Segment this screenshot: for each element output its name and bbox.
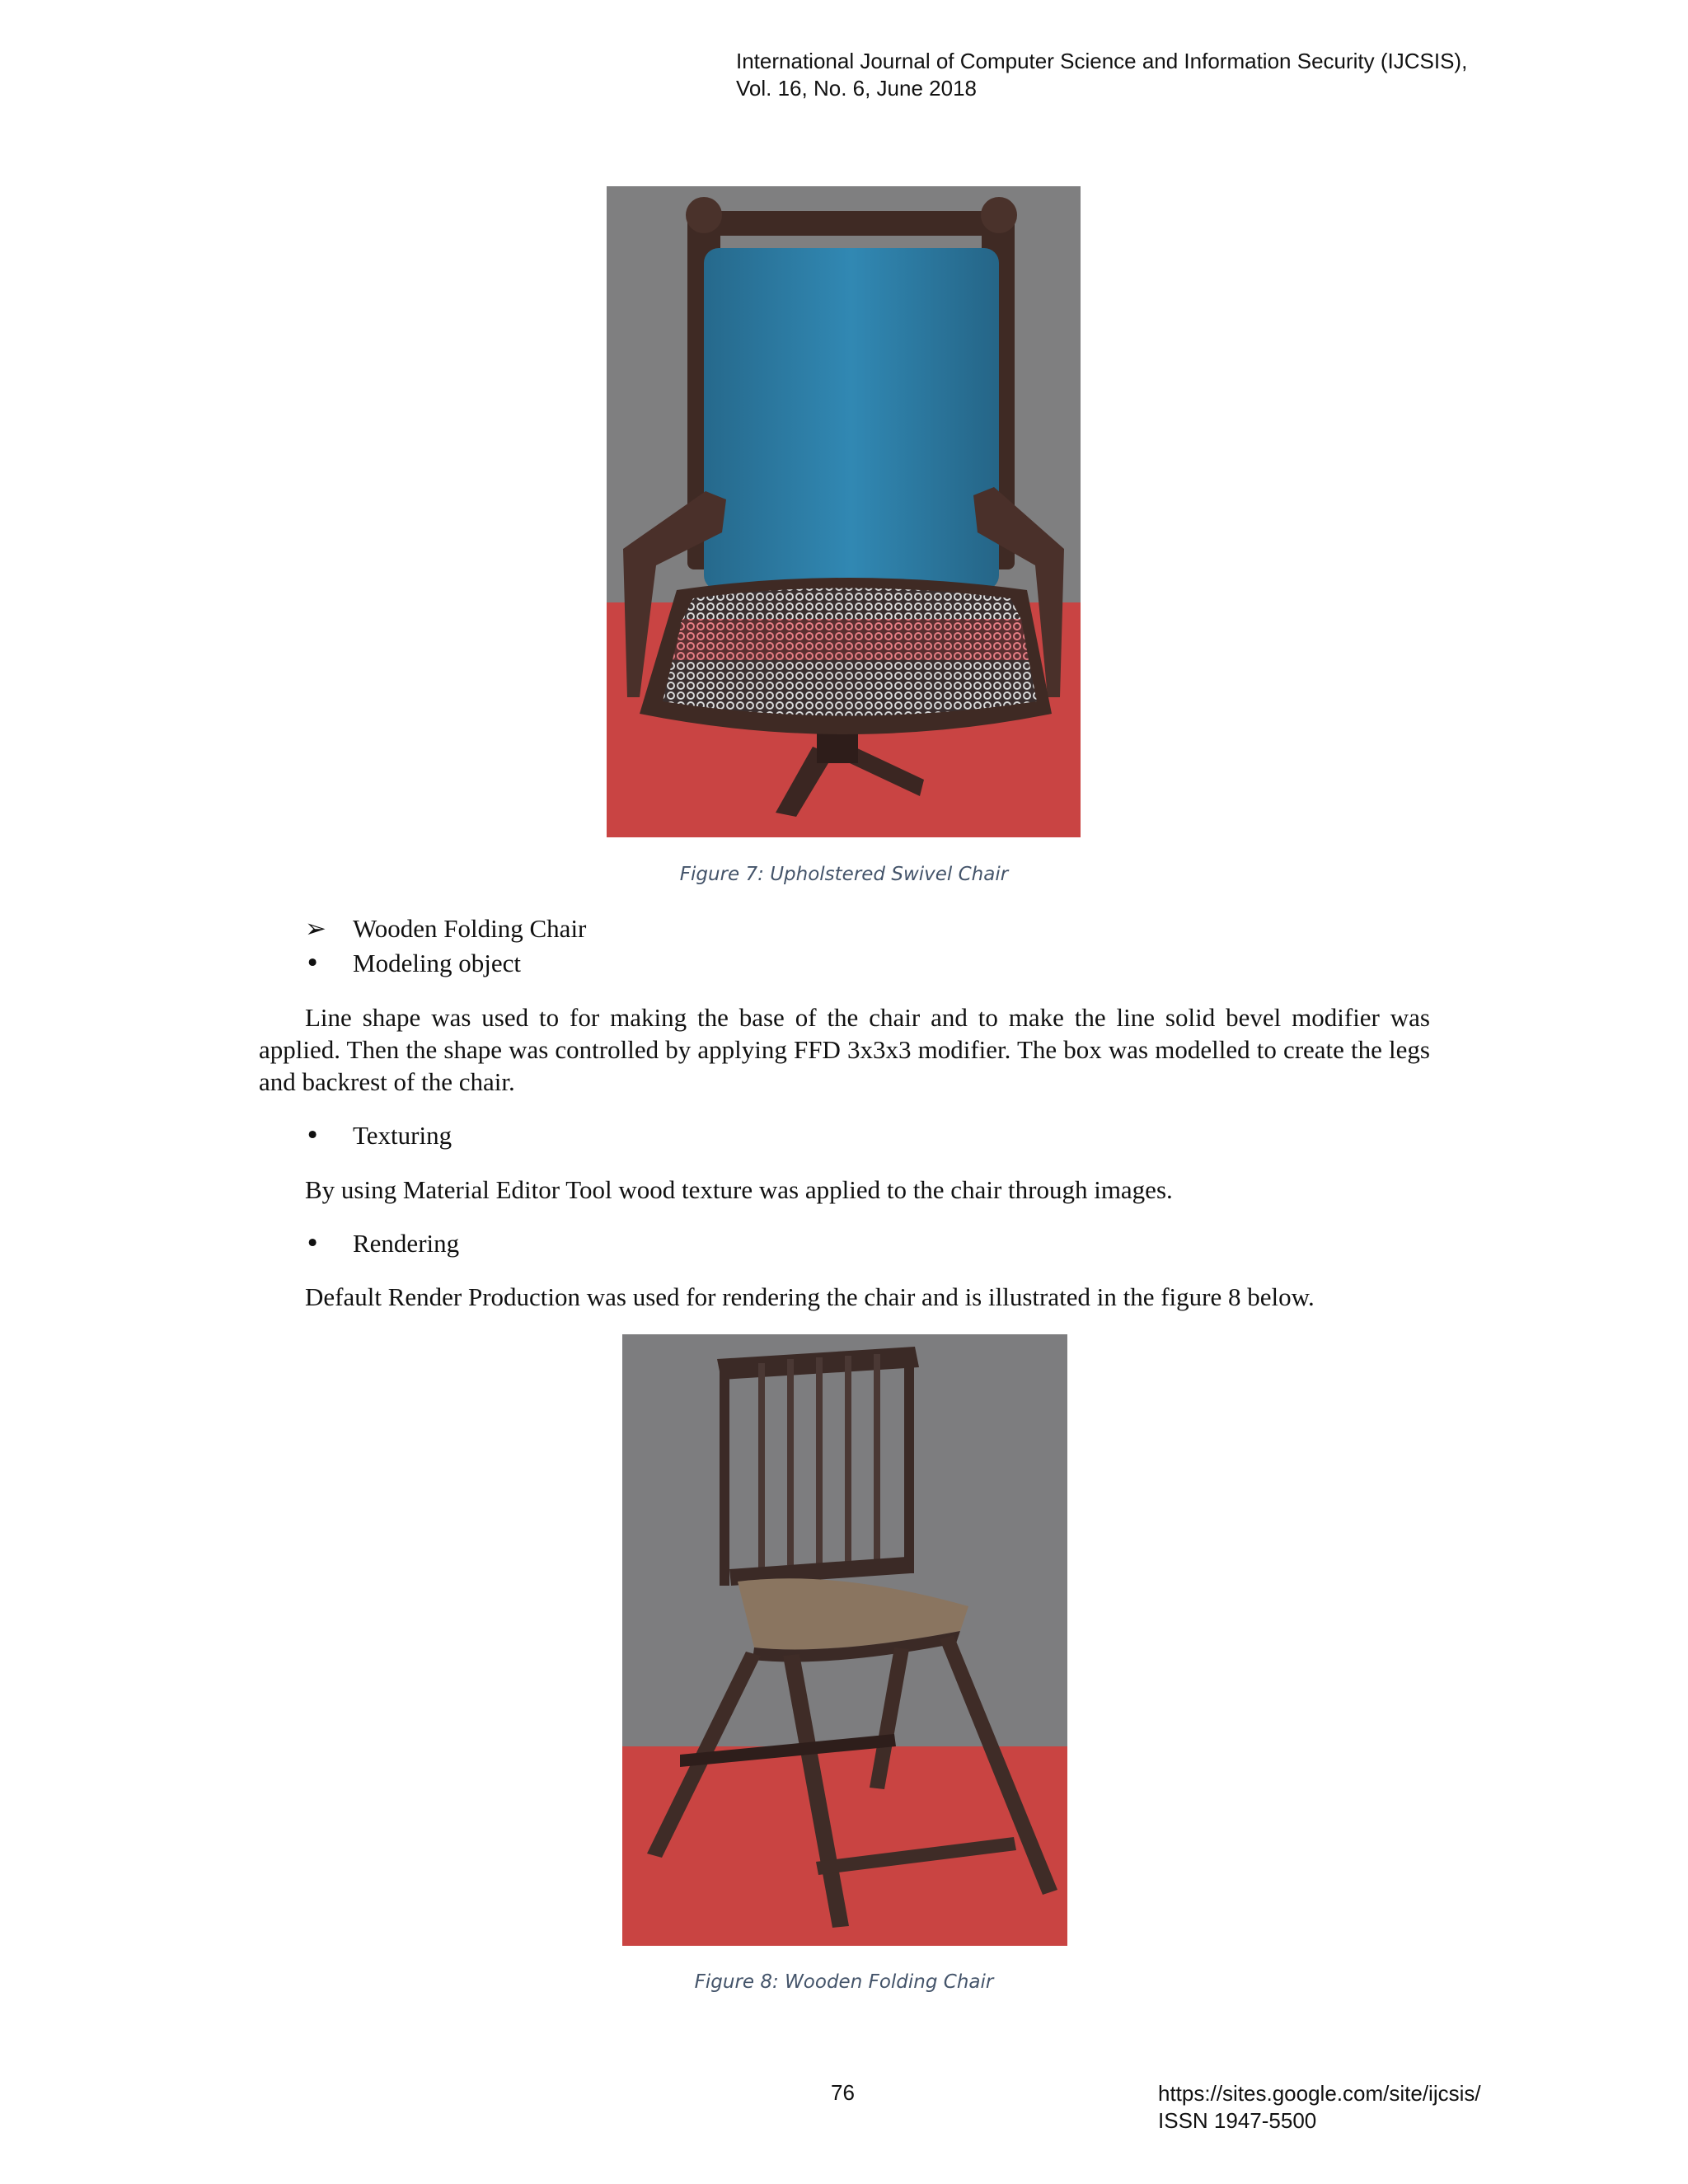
footer-info <box>1158 2080 1481 2135</box>
paragraph-texturing: By using Material Editor Tool wood texture was applied to the chair through images. <box>305 1175 1173 1204</box>
page-number: 76 <box>831 2080 855 2105</box>
list-item-label: Texturing <box>353 1121 452 1150</box>
footer-issn: ISSN 1947-5500 <box>1158 2108 1317 2133</box>
bullet-icon: • <box>305 949 321 978</box>
footer-url: https://sites.google.com/site/ijcsis/ <box>1158 2081 1481 2106</box>
journal-title-line: International Journal of Computer Science and Information Security (IJCSIS), <box>736 49 1468 73</box>
figure-7-image <box>607 186 1081 837</box>
paragraph-modeling: Line shape was used to for making the base of the chair and to make the line solid bevel modifier was applied. Then the shape was controlled by applying FFD 3x3x3 modifier. The box was modelled to create the legs and backrest of the chair. <box>259 1003 1430 1096</box>
journal-header <box>736 48 1467 102</box>
list-item-label: Rendering <box>353 1229 460 1258</box>
journal-volume-line: Vol. 16, No. 6, June 2018 <box>736 76 977 101</box>
figure-7-caption: Figure 7: Upholstered Swivel Chair <box>679 864 1009 885</box>
arrow-bullet-icon: ➢ <box>305 914 326 944</box>
list-item-label: Modeling object <box>353 949 522 977</box>
wooden-folding-chair-render <box>622 1334 1067 1946</box>
backrest-cushion <box>704 248 999 590</box>
figure-8-image <box>622 1334 1067 1946</box>
figure-8-caption: Figure 8: Wooden Folding Chair <box>694 1971 994 1993</box>
upholstered-swivel-chair-render <box>607 186 1081 837</box>
list-item-label: Wooden Folding Chair <box>353 914 587 943</box>
paragraph-rendering: Default Render Production was used for rendering the chair and is illustrated in the figure 8 below. <box>305 1282 1315 1311</box>
bullet-icon: • <box>305 1121 321 1151</box>
bullet-icon: • <box>305 1229 321 1258</box>
